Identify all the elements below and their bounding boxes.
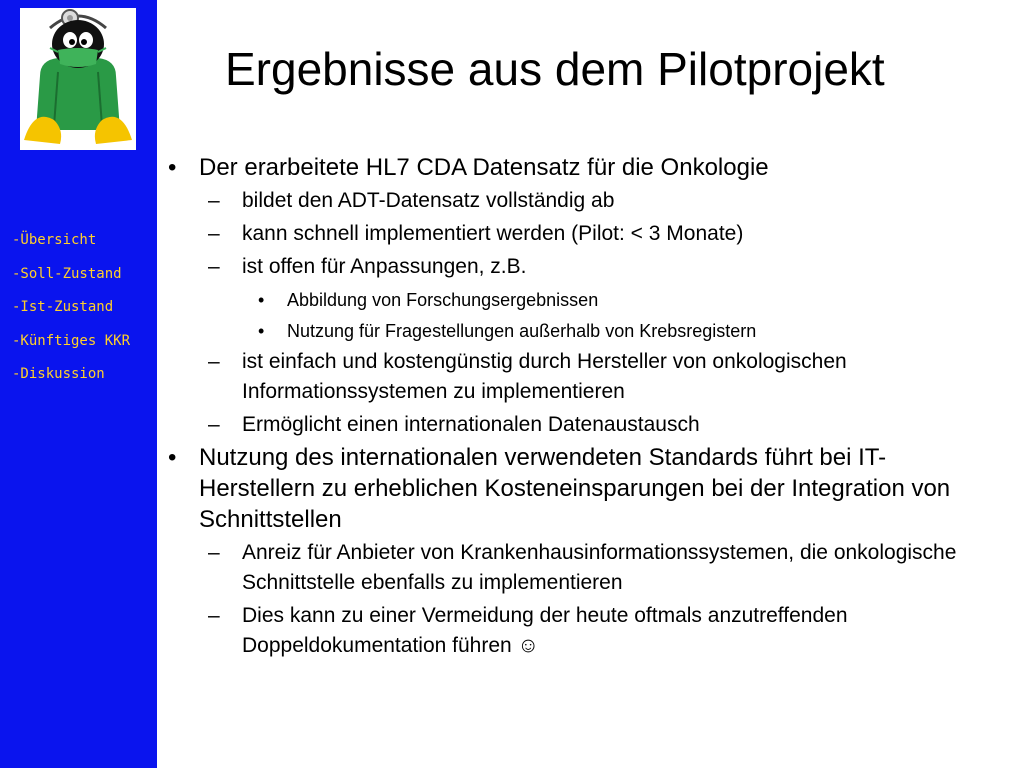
- bullet-item: [168, 442, 998, 535]
- section-navigation: [12, 229, 130, 397]
- sub-bullet-text: bildet den ADT-Datensatz vollständig ab: [242, 189, 615, 212]
- sub-bullet-item: [168, 347, 998, 407]
- bullet-marker: •: [168, 444, 177, 471]
- sub-bullet-text: ist einfach und kostengünstig durch Hersteller von onkologischen Informationssystemen zu implementieren: [242, 350, 847, 403]
- tux-penguin-surgeon-icon: [20, 8, 136, 150]
- sub-bullet-item: [168, 252, 998, 282]
- sub-bullet-item: [168, 601, 998, 661]
- nav-item-diskussion[interactable]: -Diskussion: [12, 366, 105, 382]
- sub-sub-bullet-text: Abbildung von Forschungsergebnissen: [287, 290, 599, 310]
- sub-bullet-text: kann schnell implementiert werden (Pilot: < 3 Monate): [242, 222, 744, 245]
- slide-title: Ergebnisse aus dem Pilotprojekt: [225, 43, 885, 95]
- dash-marker: –: [208, 350, 220, 373]
- dash-marker: –: [208, 541, 220, 564]
- nav-item-soll-zustand[interactable]: -Soll-Zustand: [12, 265, 122, 282]
- dash-marker: –: [208, 413, 220, 436]
- sub-bullet-text: Dies kann zu einer Vermeidung der heute oftmals anzutreffenden Doppeldokumentation führen ☺: [242, 604, 848, 657]
- sub-bullet-text: Anreiz für Anbieter von Krankenhausinformationssystemen, die onkologische Schnittstelle ebenfalls zu implementieren: [242, 541, 957, 594]
- sidebar: [0, 0, 157, 768]
- sub-bullet-item: [168, 219, 998, 249]
- bullet-text: Der erarbeitete HL7 CDA Datensatz für die Onkologie: [199, 154, 769, 181]
- sub-bullet-item: [168, 538, 998, 598]
- bullet-item: [168, 152, 998, 183]
- nav-item-ist-zustand[interactable]: -Ist-Zustand: [12, 299, 114, 315]
- sub-bullet-text: ist offen für Anpassungen, z.B.: [242, 255, 527, 278]
- sub-bullet-item: [168, 186, 998, 216]
- dash-marker: –: [208, 189, 220, 212]
- bullet-marker: •: [258, 290, 265, 310]
- sub-bullet-text: Ermöglicht einen internationalen Datenaustausch: [242, 413, 700, 436]
- slide-content: [168, 150, 998, 661]
- bullet-marker: •: [258, 321, 265, 341]
- sub-sub-bullet-item: [168, 318, 998, 344]
- sub-sub-bullet-item: [168, 287, 998, 313]
- sub-sub-bullet-text: Nutzung für Fragestellungen außerhalb von Krebsregistern: [287, 321, 757, 341]
- sub-bullet-item: [168, 410, 998, 440]
- dash-marker: –: [208, 222, 220, 245]
- bullet-marker: •: [168, 154, 177, 181]
- nav-item-kuenftiges-kkr[interactable]: -Künftiges KKR: [12, 332, 131, 349]
- bullet-text: Nutzung des internationalen verwendeten Standards führt bei IT-Herstellern zu erheblichen Kosteneinsparungen bei der Integration von Schnittstellen: [199, 444, 951, 533]
- dash-marker: –: [208, 255, 220, 278]
- nav-item-uebersicht[interactable]: -Übersicht: [12, 232, 97, 248]
- dash-marker: –: [208, 604, 220, 627]
